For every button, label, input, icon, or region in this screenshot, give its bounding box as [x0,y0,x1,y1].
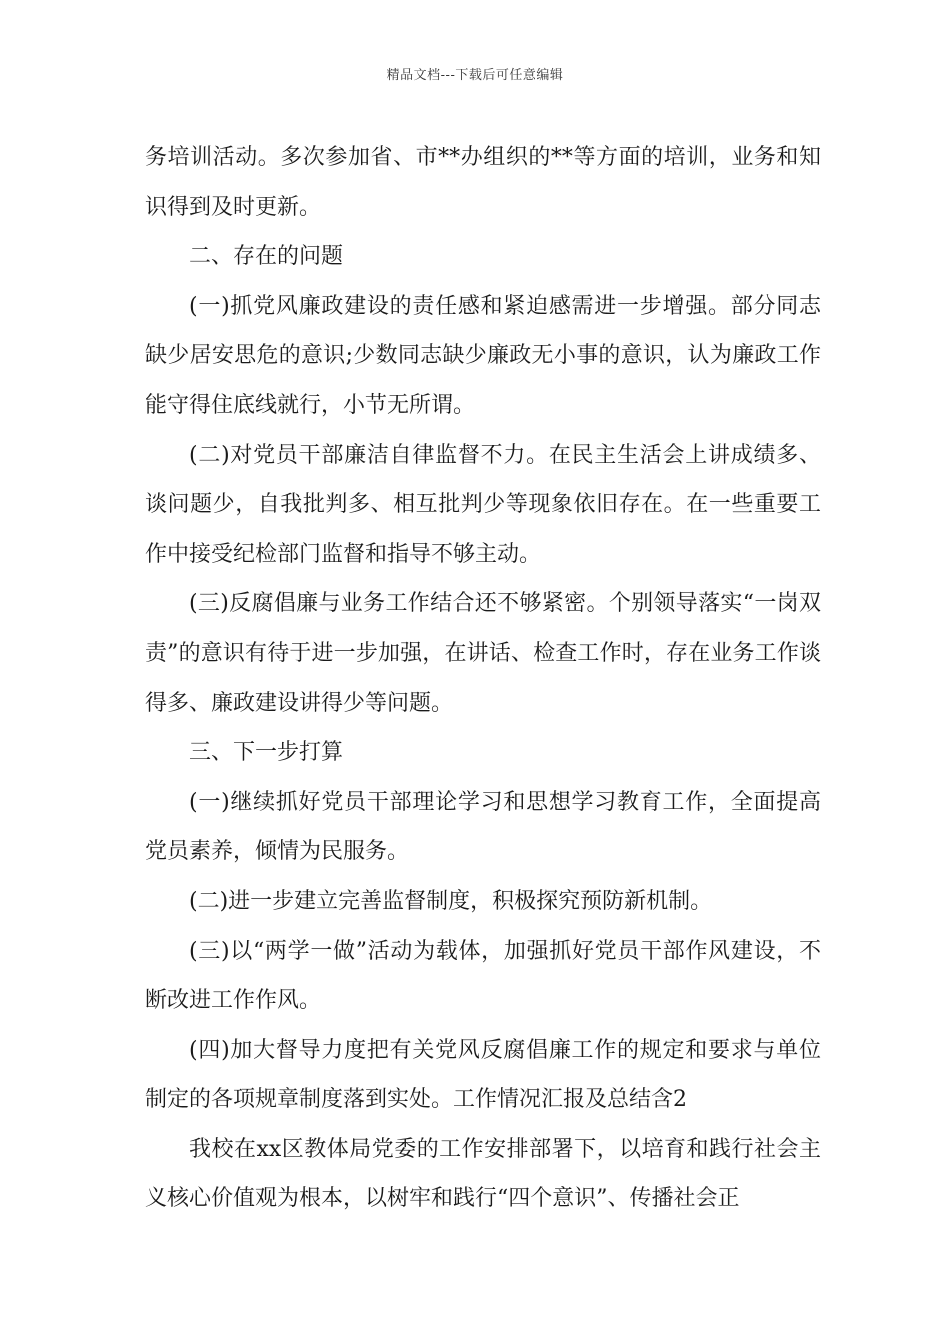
paragraph-problem-2: (二)对党员干部廉洁自律监督不力。在民主生活会上讲成绩多、谈问题少，自我批判多、相互批判少等现象依旧存在。在一些重要工作中接受纪检部门监督和指导不够主动。 [145,442,821,567]
paragraph-school-intro: 我校在xx区教体局党委的工作安排部署下，以培育和践行社会主义核心价值观为根本，以树牢和践行“四个意识”、传播社会正 [145,1136,821,1212]
paragraph-continuation: 务培训活动。多次参加省、市**办组织的**等方面的培训，业务和知识得到及时更新。 [145,145,821,220]
paragraph-plan-2: (二)进一步建立完善监督制度，积极探究预防新机制。 [189,888,713,914]
paragraph-plan-4: (四)加大督导力度把有关党风反腐倡廉工作的规定和要求与单位制定的各项规章制度落到实处。工作情况汇报及总结含2 [145,1037,821,1113]
paragraph-problem-1: (一)抓党风廉政建设的责任感和紧迫感需进一步增强。部分同志缺少居安思危的意识;少数同志缺少廉政无小事的意识，认为廉政工作能守得住底线就行，小节无所谓。 [145,293,821,418]
section-heading-next-steps: 三、下一步打算 [189,740,344,766]
paragraph-problem-3: (三)反腐倡廉与业务工作结合还不够紧密。个别领导落实“一岗双责”的意识有待于进一步加强，在讲话、检查工作时，存在业务工作谈得多、廉政建设讲得少等问题。 [145,591,821,716]
document-body [145,133,821,1224]
page-header: 精品文档---下载后可任意编辑 [386,68,564,83]
paragraph-plan-1: (一)继续抓好党员干部理论学习和思想学习教育工作，全面提高党员素养，倾情为民服务。 [145,789,821,865]
paragraph-plan-3: (三)以“两学一做”活动为载体，加强抓好党员干部作风建设，不断改进工作作风。 [145,938,821,1014]
section-heading-problems: 二、存在的问题 [189,244,344,270]
